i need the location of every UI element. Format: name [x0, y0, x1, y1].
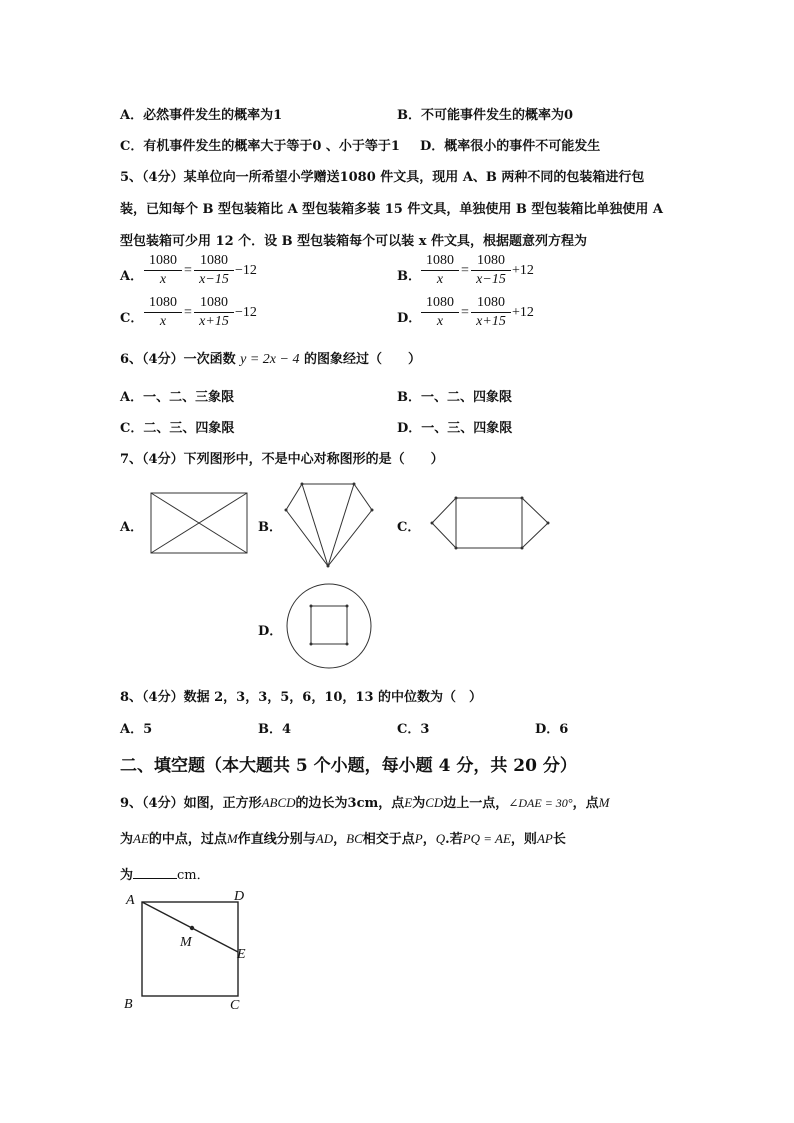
q9-math: Q — [435, 831, 446, 846]
q5-b-tail: +12 — [512, 263, 534, 278]
q9-math: AE — [133, 831, 149, 846]
denominator: x−15 — [476, 272, 506, 287]
q9-math: CD — [425, 795, 444, 810]
q9-text: 为 — [120, 868, 134, 883]
q9-math: BC — [346, 831, 363, 846]
q9-line3 — [120, 864, 210, 883]
answer-blank[interactable] — [133, 866, 177, 879]
q9-math: AD — [315, 831, 334, 846]
q9-math: P — [414, 831, 423, 846]
square-shape — [311, 606, 347, 644]
q8-stem: 8、（4分）数据 2，3，3，5，6，10，13 的中位数为（ ） — [120, 690, 483, 705]
numerator: 1080 — [477, 253, 505, 268]
q9-text: ，则 — [510, 832, 537, 847]
q9-math: ∠DAE = 30° — [508, 796, 573, 810]
q7-option-b-label: B． — [258, 520, 282, 535]
q6-option-b: B．一、二、四象限 — [397, 390, 512, 405]
q7-figure-d — [285, 582, 375, 672]
q9-unit: cm． — [177, 868, 210, 883]
q5-b-right-fraction — [471, 253, 511, 288]
q9-math: M — [598, 795, 610, 810]
fan-line — [302, 484, 328, 566]
q5-c-left-fraction — [144, 295, 182, 330]
label-b: B — [124, 997, 133, 1012]
numerator: 1080 — [426, 253, 454, 268]
q7-option-c-label: C． — [397, 520, 421, 535]
q6-option-d: D．一、三、四象限 — [397, 421, 513, 436]
label-a: A — [126, 893, 135, 908]
q9-line1 — [120, 792, 609, 811]
q9-line2 — [120, 828, 566, 847]
q7-option-a-label: A． — [120, 520, 144, 535]
q9-math: PQ = AE — [462, 831, 511, 846]
right-triangle — [522, 498, 548, 548]
q4-option-c: C．有机事件发生的概率大于等于0 、小于等于1 — [120, 139, 400, 154]
pentagon-shape — [286, 484, 372, 566]
q9-text: 9、（4分）如图，正方形 — [120, 796, 262, 811]
q9-figure — [120, 888, 260, 1016]
q9-text: 长 — [552, 832, 566, 847]
circle-shape — [287, 584, 371, 668]
q9-math: M — [226, 831, 238, 846]
denominator: x — [436, 314, 444, 329]
q4-option-a: A．必然事件发生的概率为1 — [120, 108, 283, 123]
q5-b-left-fraction — [421, 253, 459, 288]
q8-option-d: D．6 — [535, 722, 569, 737]
q4-option-b: B．不可能事件发生的概率为0 — [397, 108, 574, 123]
q5-stem-line2: 装，已知每个 B 型包装箱比 A 型包装箱多装 15 件文具，单独使用 B 型包装箱比单独使用 A — [120, 202, 663, 217]
section-heading — [120, 751, 577, 776]
equals-sign: = — [461, 263, 469, 278]
q5-a-tail: −12 — [235, 263, 257, 278]
q9-text: 为 — [412, 796, 426, 811]
rectangle-shape — [456, 498, 522, 548]
q5-c-right-fraction — [194, 295, 234, 330]
q8-option-a: A．5 — [120, 722, 153, 737]
label-c: C — [230, 998, 240, 1013]
q5-c-tail: −12 — [235, 305, 257, 320]
equals-sign: = — [461, 305, 469, 320]
denominator: x+15 — [476, 314, 506, 329]
q9-text: ， — [422, 832, 436, 847]
denominator: x — [159, 272, 167, 287]
q9-math: AP — [536, 831, 553, 846]
q9-text: 的边长为3cm，点 — [295, 796, 405, 811]
q6-option-a: A．一、二、三象限 — [120, 390, 235, 405]
q4-option-d: D．概率很小的事件不可能发生 — [420, 139, 601, 154]
point-m — [190, 926, 194, 930]
q5-option-c-label: C． — [120, 311, 144, 326]
label-d: D — [234, 889, 245, 904]
q9-text: 相交于点 — [362, 832, 415, 847]
q5-option-a-label: A． — [120, 269, 144, 284]
numerator: 1080 — [426, 295, 454, 310]
q6-stem-pre: 6、（4分）一次函数 — [120, 352, 236, 367]
q6-formula: y = 2x − 4 — [240, 352, 300, 367]
numerator: 1080 — [200, 295, 228, 310]
label-m: M — [180, 935, 192, 950]
numerator: 1080 — [200, 253, 228, 268]
q7-stem: 7、（4分）下列图形中，不是中心对称图形的是（ ） — [120, 452, 444, 467]
q6-stem-post: 的图象经过（ ） — [303, 352, 421, 367]
q9-math: E — [404, 795, 413, 810]
q7-figure-b — [282, 480, 378, 570]
denominator: x+15 — [199, 314, 229, 329]
q9-text: 边上一点， — [443, 796, 509, 811]
numerator: 1080 — [149, 295, 177, 310]
denominator: x — [159, 314, 167, 329]
equals-sign: = — [184, 305, 192, 320]
q6-stem — [120, 348, 421, 368]
q5-stem-line1: 5、（4分）某单位向一所希望小学赠送1080 件文具，现用 A、B 两种不同的包装箱进行包 — [120, 170, 645, 185]
q7-option-d-label: D． — [258, 624, 283, 639]
q9-text: 为 — [120, 832, 134, 847]
left-triangle — [432, 498, 456, 548]
q5-a-left-fraction — [144, 253, 182, 288]
q5-d-tail: +12 — [512, 305, 534, 320]
q5-option-b-label: B． — [397, 269, 421, 284]
q6-option-c: C．二、三、四象限 — [120, 421, 235, 436]
q9-text: ，点 — [572, 796, 599, 811]
q5-d-left-fraction — [421, 295, 459, 330]
denominator: x — [436, 272, 444, 287]
q7-figure-c — [430, 496, 552, 552]
q9-text: ， — [333, 832, 347, 847]
q5-a-right-fraction — [194, 253, 234, 288]
numerator: 1080 — [477, 295, 505, 310]
q8-option-b: B．4 — [258, 722, 292, 737]
q9-math: ABCD — [261, 795, 296, 810]
q5-stem-line3: 型包装箱可少用 12 个．设 B 型包装箱每个可以装 x 件文具，根据题意列方程为 — [120, 234, 587, 249]
numerator: 1080 — [149, 253, 177, 268]
q9-text: 作直线分别与 — [237, 832, 316, 847]
q9-text: 的中点，过点 — [148, 832, 227, 847]
q5-option-d-label: D． — [397, 311, 422, 326]
fan-line — [328, 484, 354, 566]
q8-option-c: C．3 — [397, 722, 430, 737]
section-title: 二、填空题（本大题共 5 个小题，每小题 4 分，共 20 分） — [120, 756, 577, 776]
q7-figure-a — [150, 492, 250, 556]
label-e: E — [237, 947, 246, 962]
q9-text: .若 — [445, 832, 463, 847]
denominator: x−15 — [199, 272, 229, 287]
q5-d-right-fraction — [471, 295, 511, 330]
equals-sign: = — [184, 263, 192, 278]
